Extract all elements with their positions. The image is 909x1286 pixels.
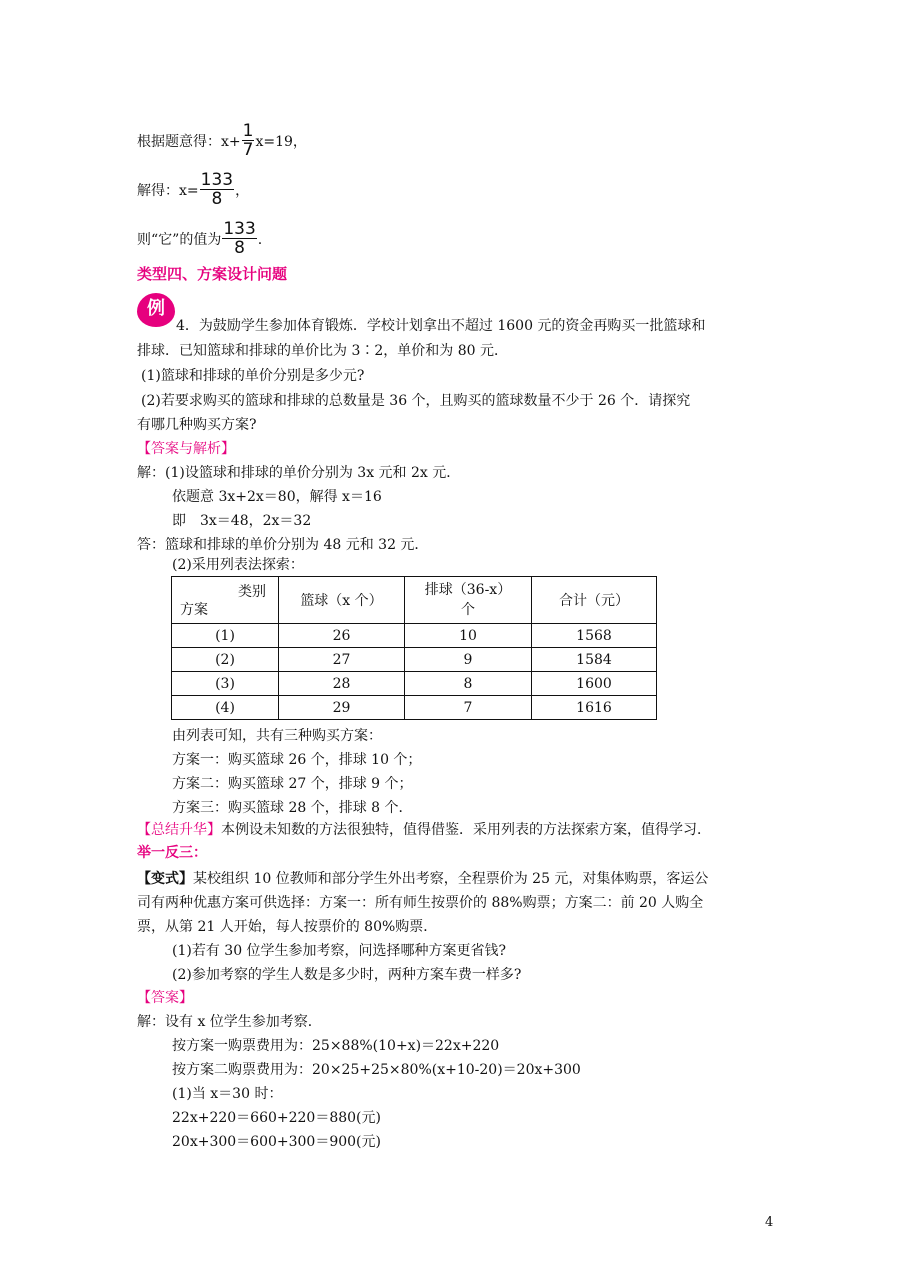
solution-line-3: 即 3x＝48，2x＝32 (172, 513, 312, 529)
solution2-line-4: (1)当 x＝30 时： (172, 1086, 283, 1102)
fraction-numerator: 133 (200, 170, 234, 190)
solution2-line-5: 22x+220＝660+220＝880(元) (172, 1110, 381, 1126)
table-header-row (172, 577, 657, 624)
equation-line-3 (137, 219, 263, 258)
equation-text: ， (235, 183, 250, 199)
equation-text: 根据题意得：x+ (137, 134, 241, 150)
fraction-numerator: 1 (242, 121, 254, 141)
header-volleyball-line1: 排球（36-x） (424, 582, 512, 598)
cell-plan: (2) (172, 648, 279, 672)
problem-line-2: 排球．已知篮球和排球的单价比为 3∶2，单价和为 80 元． (137, 343, 508, 359)
table-row (172, 696, 657, 720)
fraction (242, 123, 255, 159)
solution-line-5: (2)采用列表法探索： (172, 557, 304, 573)
table-row (172, 648, 657, 672)
cell-total: 1616 (532, 696, 657, 720)
conclusion-line-1: 由列表可知，共有三种购买方案： (172, 728, 382, 744)
fraction-denominator: 8 (211, 189, 223, 209)
variant-question-1: (1)若有 30 位学生参加考察，问选择哪种方案更省钱? (172, 943, 507, 959)
solution2-line-6: 20x+300＝600+300＝900(元) (172, 1134, 381, 1150)
corner-top-label: 类别 (238, 584, 266, 600)
variant-text: 某校组织 10 位教师和部分学生外出考察，全程票价为 25 元，对集体购票，客运公 (193, 871, 709, 887)
cell-basketball: 26 (279, 624, 405, 648)
table-row (172, 624, 657, 648)
page-number: 4 (765, 1215, 774, 1230)
summary-line (137, 820, 711, 840)
cell-volleyball: 8 (405, 672, 532, 696)
conclusion-line-2: 方案一：购买篮球 26 个，排球 10 个； (172, 752, 422, 768)
variant-line-1 (137, 869, 708, 889)
corner-bottom-label: 方案 (180, 602, 208, 618)
header-volleyball-line2: 个 (461, 602, 475, 618)
solution-line-2: 依题意 3x+2x＝80，解得 x＝16 (172, 489, 382, 505)
equation-text: x=19， (255, 134, 307, 150)
equation-line-1 (137, 121, 307, 160)
header-total: 合计（元） (532, 577, 657, 624)
cell-basketball: 29 (279, 696, 405, 720)
practice-heading: 举一反三： (137, 845, 207, 861)
equation-line-2 (137, 170, 250, 209)
cell-volleyball: 10 (405, 624, 532, 648)
cell-total: 1568 (532, 624, 657, 648)
header-volleyball (405, 577, 532, 624)
example-badge-icon: 例 (137, 293, 175, 327)
scheme-table (171, 576, 657, 720)
cell-plan: (3) (172, 672, 279, 696)
summary-text: 本例设未知数的方法很独特，值得借鉴．采用列表的方法探索方案，值得学习． (221, 822, 711, 838)
variant-line-2: 司有两种优惠方案可供选择：方案一：所有师生按票价的 88%购票；方案二：前 20 人购全 (137, 895, 704, 911)
problem-question-2: (2)若要求购买的篮球和排球的总数量是 36 个，且购买的篮球数量不少于 26 个．请探究 (141, 393, 691, 409)
variant-label: 【变式】 (137, 871, 193, 887)
cell-plan: (4) (172, 696, 279, 720)
fraction (222, 221, 256, 257)
problem-line-1: 4．为鼓励学生参加体育锻炼．学校计划拿出不超过 1600 元的资金再购买一批篮球和 (176, 318, 706, 334)
problem-question-1: (1)篮球和排球的单价分别是多少元? (141, 368, 365, 384)
equation-text: 解得：x= (137, 183, 199, 199)
fraction-denominator: 7 (242, 140, 254, 160)
cell-volleyball: 7 (405, 696, 532, 720)
table-corner-cell (172, 577, 279, 624)
section-heading: 类型四、方案设计问题 (137, 265, 288, 283)
conclusion-line-4: 方案三：购买篮球 28 个，排球 8 个． (172, 800, 413, 816)
solution2-line-3: 按方案二购票费用为：20×25+25×80%(x+10-20)＝20x+300 (172, 1062, 581, 1078)
solution-line-4: 答：篮球和排球的单价分别为 48 元和 32 元． (137, 537, 429, 553)
fraction (200, 172, 234, 208)
summary-label: 【总结升华】 (137, 822, 221, 838)
table-row (172, 672, 657, 696)
fraction-numerator: 133 (223, 219, 256, 239)
variant-line-3: 票，从第 21 人开始，每人按票价的 80%购票． (137, 919, 438, 935)
answer-heading: 【答案与解析】 (137, 441, 235, 457)
cell-total: 1600 (532, 672, 657, 696)
cell-volleyball: 9 (405, 648, 532, 672)
answer2-heading: 【答案】 (137, 990, 193, 1006)
header-basketball: 篮球（x 个） (279, 577, 405, 624)
variant-question-2: (2)参加考察的学生人数是多少时，两种方案车费一样多? (172, 967, 522, 983)
solution-line-1: 解：(1)设篮球和排球的单价分别为 3x 元和 2x 元． (137, 465, 461, 481)
equation-text: . (257, 232, 263, 248)
cell-total: 1584 (532, 648, 657, 672)
cell-basketball: 28 (279, 672, 405, 696)
cell-basketball: 27 (279, 648, 405, 672)
equation-text: 则“它”的值为 (137, 232, 222, 248)
cell-plan: (1) (172, 624, 279, 648)
problem-question-2-cont: 有哪几种购买方案? (137, 417, 257, 433)
solution2-line-1: 解：设有 x 位学生参加考察． (137, 1014, 322, 1030)
conclusion-line-3: 方案二：购买篮球 27 个，排球 9 个； (172, 776, 413, 792)
fraction-denominator: 8 (234, 238, 245, 258)
solution2-line-2: 按方案一购票费用为：25×88%(10+x)＝22x+220 (172, 1038, 500, 1054)
